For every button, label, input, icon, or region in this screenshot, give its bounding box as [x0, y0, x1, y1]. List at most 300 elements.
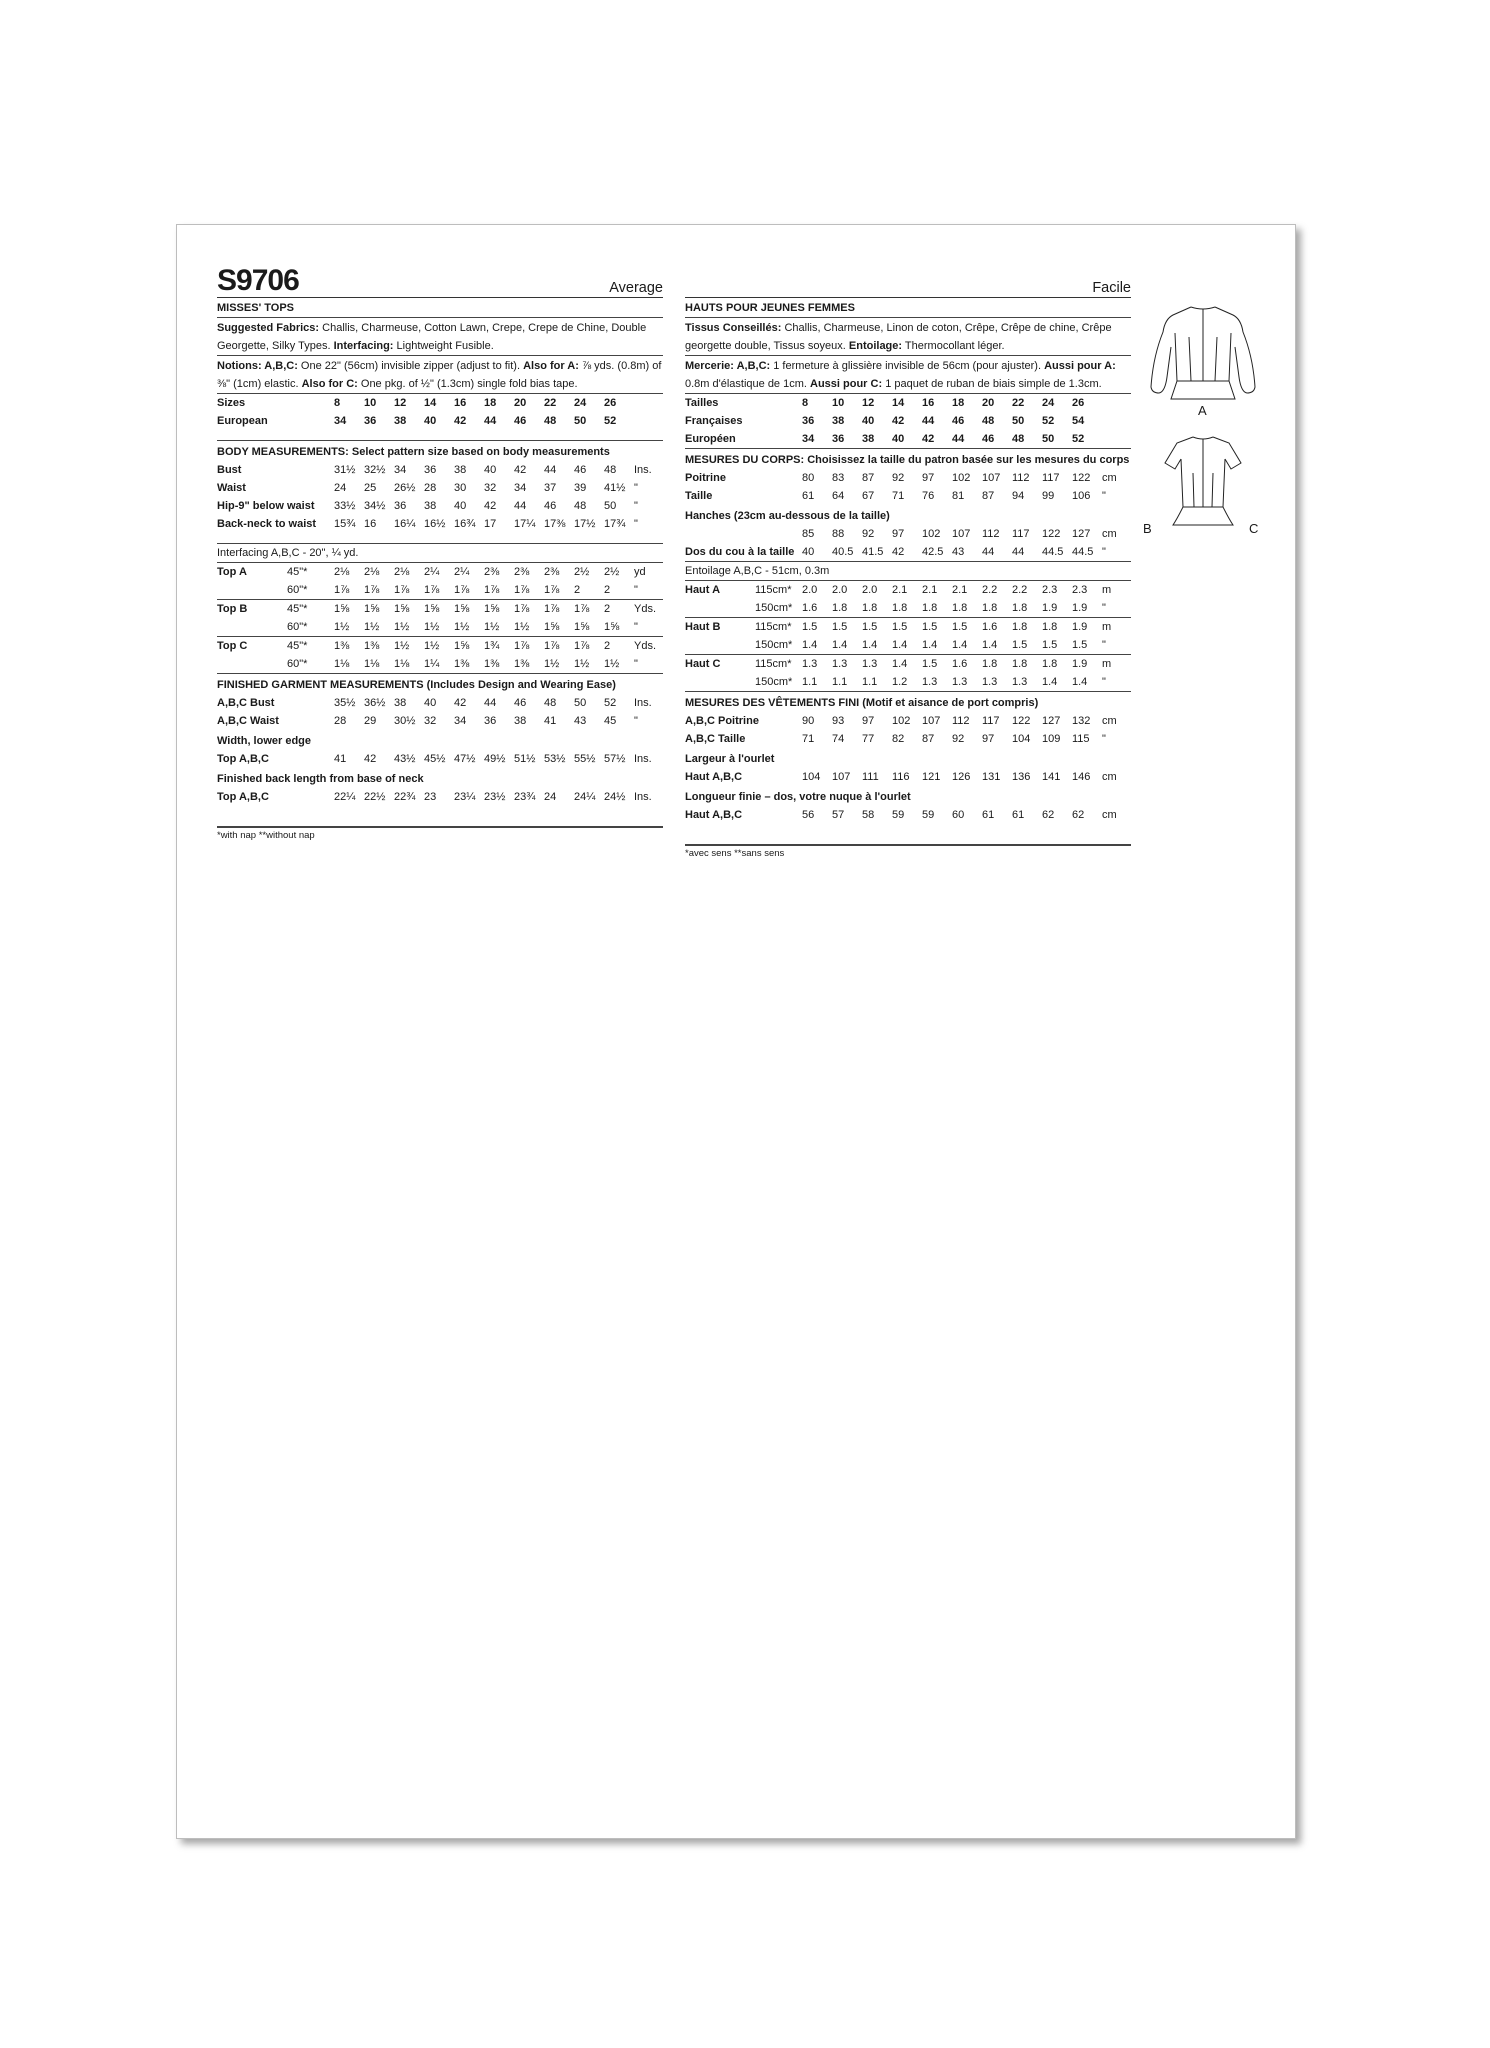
notions-text: 1 paquet de ruban de biais simple de 1.3cm.: [882, 378, 1102, 390]
value-cell: 1.4: [892, 658, 908, 670]
value-cell: 102: [922, 528, 941, 540]
value-cell: 1⅞: [514, 581, 544, 600]
value-cell: 1.8: [832, 599, 862, 618]
value-cell: 1⅝: [484, 603, 500, 615]
value-cell: 50: [574, 415, 587, 427]
fabric-width: 60"*: [287, 584, 308, 596]
finished-measurement-row: [217, 694, 663, 712]
value-cell: 34: [514, 482, 527, 494]
notions-text: 1 fermeture à glissière invisible de 56cm (pour ajuster).: [770, 360, 1045, 372]
value-cell: 8: [334, 397, 341, 409]
value-cell: 1.6: [952, 658, 968, 670]
value-cell: 32½: [364, 464, 386, 476]
value-cell: 1.3: [982, 673, 1012, 692]
value-cell: 22¾: [394, 791, 416, 803]
value-cell: 42: [514, 464, 527, 476]
value-cell: 82: [892, 733, 905, 745]
european-sizes-row: [217, 412, 663, 430]
finished-subheading-cell: Width, lower edge: [217, 735, 312, 747]
value-cell: 61: [982, 809, 995, 821]
value-cell: 38: [454, 464, 467, 476]
value-cell: 1½: [424, 640, 440, 652]
value-cell: 2.2: [1012, 584, 1028, 596]
value-cell: 26½: [394, 482, 416, 494]
spacer: [685, 824, 1131, 834]
value-cell: 94: [1012, 490, 1025, 502]
value-cell: 1.1: [802, 673, 832, 692]
interfacing-text: Lightweight Fusible.: [393, 340, 494, 352]
value-cell: 1.8: [952, 599, 982, 618]
value-cell: 59: [922, 809, 935, 821]
value-cell: 42.5: [922, 543, 952, 562]
row-label: [217, 637, 334, 656]
unit-cell: Yds.: [634, 640, 657, 652]
value-cell: 1⅛: [364, 655, 394, 674]
value-cell: 2⅛: [364, 566, 380, 578]
row-label: European: [217, 415, 268, 427]
value-cell: 1⅞: [454, 581, 484, 600]
yardage-row: [217, 618, 663, 637]
value-cell: 1⅛: [334, 655, 364, 674]
value-cell: 18: [952, 397, 965, 409]
value-cell: 56: [802, 809, 815, 821]
value-cell: 1⅞: [394, 581, 424, 600]
value-cell: 131: [982, 771, 1001, 783]
value-cell: 52: [1042, 415, 1055, 427]
value-cell: 23¼: [454, 791, 476, 803]
value-cell: 28: [334, 715, 347, 727]
value-cell: 87: [982, 490, 995, 502]
value-cell: 1.2: [892, 673, 922, 692]
view-label: Haut B: [685, 621, 721, 633]
value-cell: 50: [1012, 415, 1025, 427]
row-label: Sizes: [217, 397, 246, 409]
value-cell: 17⅜: [544, 518, 566, 530]
finished-measurement-row: [217, 788, 663, 806]
value-cell: 40.5: [832, 543, 862, 562]
interfacing-label: Interfacing:: [333, 340, 394, 352]
value-cell: 1.3: [802, 658, 818, 670]
value-cell: 127: [1042, 715, 1061, 727]
value-cell: 42: [364, 753, 377, 765]
value-cell: 2.1: [892, 584, 908, 596]
value-cell: 25: [364, 482, 377, 494]
value-cell: 50: [1042, 430, 1072, 449]
unit-cell: yd: [634, 566, 646, 578]
value-cell: 1.5: [832, 621, 848, 633]
value-cell: 57½: [604, 753, 626, 765]
value-cell: 17¾: [604, 518, 626, 530]
value-cell: 74: [832, 733, 845, 745]
yardage-row: [685, 636, 1131, 655]
value-cell: 34: [454, 715, 467, 727]
finished-measurement-row: [685, 712, 1131, 730]
value-cell: 53½: [544, 753, 566, 765]
unit-cell: ": [634, 618, 663, 637]
footnote: *avec sens **sans sens: [685, 845, 1131, 859]
value-cell: 42: [484, 500, 497, 512]
value-cell: 52: [1072, 430, 1102, 449]
body-measurements-title: [217, 441, 663, 462]
value-cell: 44: [1012, 543, 1042, 562]
value-cell: 36: [832, 430, 862, 449]
row-label: Top A,B,C: [217, 791, 269, 803]
value-cell: 36½: [364, 697, 386, 709]
yardage-row: [217, 581, 663, 600]
value-cell: 2.3: [1042, 584, 1058, 596]
value-cell: 16¼: [394, 518, 416, 530]
value-cell: 1.3: [952, 673, 982, 692]
value-cell: 2⅛: [334, 566, 350, 578]
unit-cell: m: [1102, 658, 1112, 670]
value-cell: 1¾: [484, 640, 500, 652]
row-label: Haut A,B,C: [685, 771, 743, 783]
value-cell: 60: [952, 809, 965, 821]
finished-subheading: [217, 730, 663, 750]
view-label: Haut A: [685, 584, 721, 596]
value-cell: 46: [514, 697, 527, 709]
notions-also-a: Aussi pour A:: [1044, 360, 1116, 372]
top-b-c-sketch: [1143, 433, 1263, 543]
unit-cell: [634, 412, 663, 430]
sketch-label-c: C: [1249, 521, 1259, 536]
spacer-cell: [217, 533, 663, 544]
value-cell: 1.5: [1012, 636, 1042, 655]
unit-cell: Ins.: [634, 464, 652, 476]
spacer-cell: [217, 430, 663, 441]
row-label: [685, 636, 802, 655]
body-measurement-row: [217, 461, 663, 479]
value-cell: 87: [922, 733, 935, 745]
value-cell: 34: [802, 430, 832, 449]
value-cell: 2¼: [424, 566, 440, 578]
value-cell: 1⅞: [514, 640, 530, 652]
value-cell: 34: [334, 415, 347, 427]
value-cell: 34½: [364, 500, 386, 512]
value-cell: 1.9: [1072, 599, 1102, 618]
unit-cell: m: [1102, 621, 1112, 633]
value-cell: 1.3: [862, 658, 878, 670]
value-cell: 44: [922, 415, 935, 427]
value-cell: 16¾: [454, 518, 476, 530]
value-cell: 1⅞: [544, 581, 574, 600]
value-cell: 20: [514, 397, 527, 409]
value-cell: 111: [862, 771, 879, 783]
value-cell: 57: [832, 809, 845, 821]
value-cell: 48: [604, 464, 617, 476]
body-subheading: [685, 505, 1131, 525]
value-cell: 12: [862, 397, 875, 409]
value-cell: 112: [982, 528, 1000, 540]
value-cell: 42: [892, 415, 905, 427]
unit-cell: [1102, 394, 1131, 412]
body-measurement-row: [685, 469, 1131, 487]
row-label: [685, 655, 802, 674]
value-cell: 2.1: [922, 584, 938, 596]
value-cell: 112: [952, 715, 970, 727]
notions-text: One pkg. of ½" (1.3cm) single fold bias tape.: [357, 378, 578, 390]
value-cell: 40: [892, 430, 922, 449]
value-cell: 1.9: [1072, 621, 1088, 633]
value-cell: 48: [982, 415, 995, 427]
value-cell: 10: [832, 397, 845, 409]
value-cell: 106: [1072, 490, 1091, 502]
finished-measurement-row: [217, 712, 663, 730]
value-cell: 1.6: [982, 621, 998, 633]
value-cell: 1.3: [922, 673, 952, 692]
notions-label: Notions: A,B,C:: [217, 360, 298, 372]
value-cell: 48: [1012, 430, 1042, 449]
value-cell: 2⅜: [544, 566, 560, 578]
value-cell: 1½: [484, 618, 514, 637]
finished-measurement-row: [685, 768, 1131, 786]
value-cell: 58: [862, 809, 875, 821]
value-cell: 1.4: [1072, 673, 1102, 692]
value-cell: 97: [922, 472, 935, 484]
value-cell: 44: [484, 415, 497, 427]
finished-subheading-cell: Finished back length from base of neck: [217, 773, 424, 785]
pattern-title: HAUTS POUR JEUNES FEMMES: [685, 298, 1131, 318]
yardage-row: [685, 581, 1131, 600]
value-cell: 14: [424, 397, 437, 409]
value-cell: 16: [922, 397, 935, 409]
fabric-width: 115cm*: [755, 658, 792, 670]
row-label: Back-neck to waist: [217, 518, 317, 530]
value-cell: 90: [802, 715, 815, 727]
value-cell: 42: [892, 543, 922, 562]
value-cell: 30½: [394, 715, 416, 727]
value-cell: 141: [1042, 771, 1061, 783]
value-cell: 41.5: [862, 543, 892, 562]
value-cell: 122: [1072, 472, 1091, 484]
finished-subheading-cell: Longueur finie – dos, votre nuque à l'ourlet: [685, 791, 911, 803]
interfacing-label: Entoilage:: [848, 340, 903, 352]
spacer-cell: [217, 816, 663, 827]
value-cell: 39: [574, 482, 587, 494]
value-cell: 42: [454, 415, 467, 427]
value-cell: 43: [952, 543, 982, 562]
value-cell: 46: [514, 415, 527, 427]
value-cell: 1.4: [982, 636, 1012, 655]
body-measurement-row: [685, 543, 1131, 562]
value-cell: 92: [862, 528, 875, 540]
value-cell: 1⅛: [394, 655, 424, 674]
sketch-label-b: B: [1143, 521, 1152, 536]
row-label: A,B,C Taille: [685, 733, 746, 745]
value-cell: 16½: [424, 518, 446, 530]
value-cell: 102: [892, 715, 911, 727]
value-cell: 2: [604, 581, 634, 600]
spacer-cell: [217, 806, 663, 816]
row-label: A,B,C Waist: [217, 715, 279, 727]
value-cell: 97: [982, 733, 995, 745]
value-cell: 1.5: [802, 621, 818, 633]
value-cell: 41: [334, 753, 347, 765]
value-cell: 1.5: [1072, 636, 1102, 655]
value-cell: 1.8: [982, 658, 998, 670]
row-label: [217, 563, 334, 582]
notions-also-c: Also for C:: [301, 378, 358, 390]
value-cell: 104: [802, 771, 821, 783]
value-cell: 50: [604, 500, 617, 512]
value-cell: 24½: [604, 791, 626, 803]
value-cell: 12: [394, 397, 407, 409]
row-label: [685, 673, 802, 692]
value-cell: 1⅞: [544, 603, 560, 615]
value-cell: 1.4: [892, 636, 922, 655]
yardage-row: [685, 655, 1131, 674]
value-cell: 48: [544, 697, 557, 709]
value-cell: 2: [604, 640, 611, 652]
value-cell: 1⅞: [484, 581, 514, 600]
value-cell: 1½: [364, 618, 394, 637]
english-column: [217, 264, 663, 841]
value-cell: 40: [424, 415, 437, 427]
value-cell: 1.5: [892, 621, 908, 633]
value-cell: 48: [574, 500, 587, 512]
value-cell: 46: [574, 464, 587, 476]
body-measurements-title-cell: MESURES DU CORPS: Choisissez la taille du patron basée sur les mesures du corps: [685, 454, 1130, 466]
footnote: *with nap **without nap: [217, 827, 663, 841]
value-cell: 1⅜: [514, 655, 544, 674]
value-cell: 40: [424, 697, 437, 709]
unit-cell: Yds.: [634, 603, 657, 615]
value-cell: 17: [484, 518, 497, 530]
unit-cell: ": [634, 715, 638, 727]
value-cell: 1.5: [862, 621, 878, 633]
value-cell: 24: [334, 482, 347, 494]
fabrics-label: Tissus Conseillés:: [685, 322, 782, 334]
spacer: [217, 533, 663, 544]
value-cell: 48: [544, 415, 557, 427]
finished-measurements-title-cell: FINISHED GARMENT MEASUREMENTS (Includes Design and Wearing Ease): [217, 679, 616, 691]
unit-cell: m: [1102, 584, 1112, 596]
value-cell: 32: [484, 482, 497, 494]
value-cell: 1⅝: [364, 603, 380, 615]
value-cell: 16: [364, 518, 377, 530]
value-cell: 1.8: [922, 599, 952, 618]
value-cell: 1.8: [982, 599, 1012, 618]
row-label: A,B,C Poitrine: [685, 715, 759, 727]
value-cell: 61: [1012, 809, 1025, 821]
value-cell: 17½: [574, 518, 596, 530]
value-cell: 1½: [604, 655, 634, 674]
unit-cell: ": [634, 655, 663, 674]
value-cell: 35½: [334, 697, 356, 709]
value-cell: 1.3: [1012, 673, 1042, 692]
view-label: Top B: [217, 603, 248, 615]
value-cell: 1.5: [922, 621, 938, 633]
value-cell: 1.8: [892, 599, 922, 618]
value-cell: 1⅜: [334, 640, 350, 652]
interfacing-row: [217, 544, 663, 563]
unit-cell: cm: [1102, 809, 1117, 821]
value-cell: 1½: [334, 618, 364, 637]
value-cell: 46: [544, 500, 557, 512]
value-cell: 36: [394, 500, 407, 512]
finished-measurement-row: [217, 750, 663, 768]
row-label: [217, 618, 334, 637]
row-label: Haut A,B,C: [685, 809, 743, 821]
value-cell: 2.0: [862, 584, 878, 596]
value-cell: 61: [802, 490, 815, 502]
value-cell: 104: [1012, 733, 1031, 745]
unit-cell: ": [1102, 599, 1131, 618]
notions-label: Mercerie: A,B,C:: [685, 360, 771, 372]
row-label: [217, 581, 334, 600]
value-cell: 38: [394, 415, 407, 427]
value-cell: 33½: [334, 500, 356, 512]
value-cell: 44.5: [1072, 543, 1102, 562]
value-cell: 22: [544, 397, 557, 409]
difficulty-level: Facile: [1092, 280, 1131, 296]
unit-cell: ": [634, 500, 638, 512]
row-label: [217, 600, 334, 619]
value-cell: 26: [604, 397, 617, 409]
unit-cell: ": [1102, 490, 1106, 502]
spacer: [685, 834, 1131, 845]
value-cell: 38: [862, 430, 892, 449]
value-cell: 132: [1072, 715, 1091, 727]
value-cell: 41: [544, 715, 557, 727]
unit-cell: Ins.: [634, 753, 652, 765]
value-cell: 1.6: [802, 599, 832, 618]
row-label: Poitrine: [685, 472, 726, 484]
sizes-row: [685, 394, 1131, 412]
header: [217, 264, 663, 298]
value-cell: 1⅞: [574, 640, 590, 652]
value-cell: 30: [454, 482, 467, 494]
value-cell: 1.3: [832, 658, 848, 670]
notions-text: ⅞ yds. (0.8m) of ⅜" (1cm) elastic.: [217, 360, 662, 390]
finished-measurement-row: [685, 730, 1131, 748]
body-measurement-row: [685, 487, 1131, 505]
value-cell: 20: [982, 397, 995, 409]
value-cell: 44: [514, 500, 527, 512]
value-cell: 1.8: [862, 599, 892, 618]
notions-paragraph: [217, 356, 663, 394]
value-cell: 107: [982, 472, 1001, 484]
value-cell: 2.3: [1072, 584, 1088, 596]
header: [685, 267, 1131, 298]
value-cell: 2½: [604, 566, 620, 578]
body-measurement-row: [217, 497, 663, 515]
value-cell: 1.8: [1042, 621, 1058, 633]
finished-measurement-row: [685, 806, 1131, 824]
fabrics-text: Challis, Charmeuse, Cotton Lawn, Crepe, Crepe de Chine, Double Georgette, Silky Types.: [217, 322, 647, 352]
value-cell: 45½: [424, 753, 446, 765]
value-cell: 24: [574, 397, 587, 409]
fabric-width: 60"*: [287, 621, 308, 633]
finished-measurements-title: [685, 692, 1131, 713]
value-cell: 54: [1072, 415, 1085, 427]
value-cell: 16: [454, 397, 467, 409]
fabric-width: 45"*: [287, 603, 308, 615]
value-cell: 43: [574, 715, 587, 727]
value-cell: 40: [862, 415, 875, 427]
value-cell: 34: [394, 464, 407, 476]
value-cell: 36: [424, 464, 437, 476]
value-cell: 15¾: [334, 518, 356, 530]
value-cell: 1⅝: [604, 618, 634, 637]
value-cell: 36: [484, 715, 497, 727]
unit-cell: ": [1102, 636, 1131, 655]
value-cell: 117: [1042, 472, 1060, 484]
value-cell: 24: [544, 791, 557, 803]
value-cell: 146: [1072, 771, 1091, 783]
value-cell: 88: [832, 528, 845, 540]
sizes-row: [217, 394, 663, 412]
